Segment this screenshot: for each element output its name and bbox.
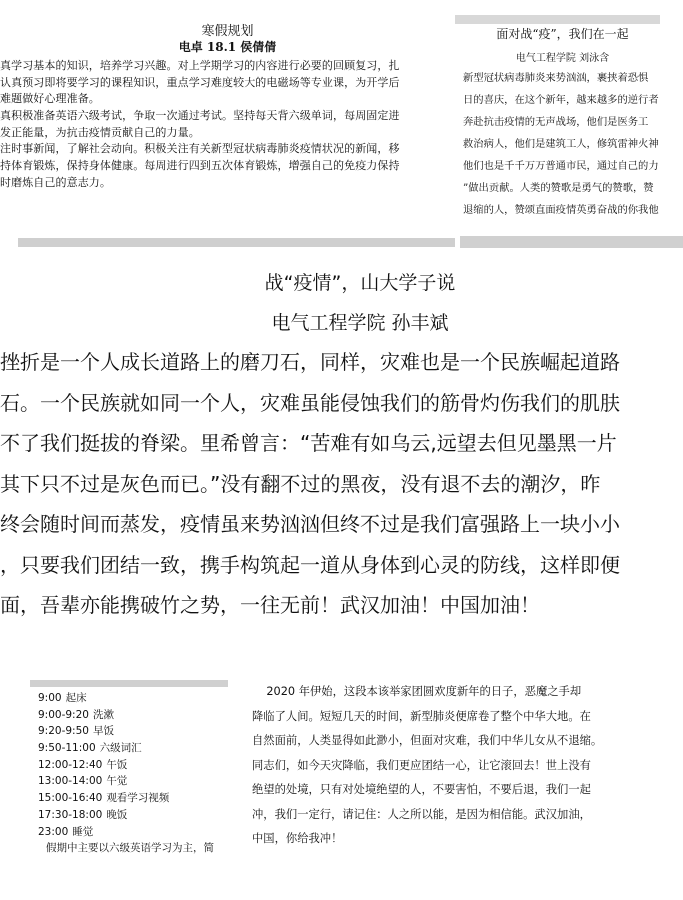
- schedule-row: [38, 690, 169, 707]
- essay-sun-panel: [0, 252, 683, 642]
- schedule-activity: 起床: [65, 692, 87, 704]
- essay-sun-line: 石。一个民族就如同一个人，灾难虽能侵蚀我们的筋骨灼伤我们的肌肤: [0, 390, 620, 415]
- winter-plan-panel: [0, 0, 455, 238]
- schedule-time: 13:00-14:00: [38, 775, 103, 788]
- essay-liu-line: 退缩的人，赞颂直面疫情英勇奋战的你我他: [463, 204, 659, 216]
- essay-sun-author: 电气工程学院 孙丰斌: [271, 312, 449, 334]
- winter-plan-title: 寒假规划: [201, 24, 254, 39]
- schedule-row: [38, 773, 169, 790]
- essay-sun-line: 面，吾辈亦能携破竹之势，一往无前！武汉加油！中国加油！: [0, 593, 540, 617]
- winter-plan-line: 发正能量，为抗击疫情贡献自己的力量。: [0, 125, 200, 139]
- essay-liu-line: 奔赴抗击疫情的无声战场，他们是医务工: [463, 116, 649, 128]
- winter-plan-line: 持体育锻炼，保持身体健康。每周进行四到五次体育锻炼，增强自己的免疫力保持: [0, 159, 400, 173]
- winter-plan-line: 真学习基本的知识，培养学习兴趣。对上学期学习的内容进行必要的回顾复习，扎: [0, 59, 400, 72]
- schedule-activity: 午饭: [106, 758, 128, 771]
- schedule-activity: 六级词汇: [99, 742, 142, 755]
- schedule-row: [38, 807, 169, 824]
- essay-liu-line: 救治病人，他们是建筑工人，修筑雷神火神: [463, 138, 659, 150]
- essay-liu-author: 电气工程学院 刘泳含: [515, 53, 610, 64]
- essay-sun-line: ，只要我们团结一致，携手构筑起一道从身体到心灵的防线，这样即便: [0, 552, 620, 577]
- schedule-activity: 洗漱: [92, 708, 114, 721]
- panel-header-bar: [30, 680, 228, 687]
- winter-plan-body: [0, 58, 455, 192]
- schedule-row: [38, 757, 169, 774]
- winter-plan-line: 难题做好心理准备。: [0, 92, 100, 106]
- essay-liu-line: 新型冠状病毒肺炎来势汹汹，裹挟着恐惧: [463, 72, 649, 84]
- schedule-time: 15:00-16:40: [38, 792, 103, 805]
- schedule-time: 12:00-12:40: [38, 758, 103, 771]
- schedule-row: [38, 707, 169, 724]
- essay-2020-line: 同志们，如今天灾降临，我们更应团结一心，让它滚回去！世上没有: [252, 758, 591, 772]
- schedule-activity: 观看学习视频: [106, 792, 170, 805]
- schedule-activity: 早饭: [92, 725, 114, 738]
- essay-2020-line: 自然面前，人类显得如此渺小，但面对灾难，我们中华儿女从不退缩。: [252, 734, 603, 747]
- essay-2020-line: 中国，你给我冲！: [252, 832, 343, 845]
- winter-plan-line: 注时事新闻，了解社会动向。积极关注有关新型冠状病毒肺炎疫情状况的新闻，移: [0, 142, 400, 156]
- schedule-activity: 晚饭: [106, 808, 128, 821]
- schedule-time: 9:00-9:20: [38, 708, 89, 721]
- essay-liu-line: 日的喜庆，在这个新年，越来越多的逆行者: [463, 94, 659, 106]
- essay-sun-line: 挫折是一个人成长道路上的磨刀石，同样，灾难也是一个民族崛起道路: [0, 350, 620, 374]
- schedule-row: [38, 790, 169, 807]
- essay-2020-line: 降临了人间。短短几天的时间，新型肺炎便席卷了整个中华大地。在: [252, 709, 591, 723]
- essay-liu-title: 面对战“疫”，我们在一起: [496, 27, 629, 41]
- essay-2020-line: 绝望的处境，只有对处境绝望的人，不要害怕，不要后退，我们一起: [252, 783, 591, 796]
- essay-sun-body: [0, 342, 683, 626]
- schedule-time: 23:00: [38, 825, 69, 838]
- essay-2020-line: 冲，我们一定行，请记住：人之所以能，是因为相信能。武汉加油，: [252, 807, 591, 821]
- winter-plan-line: 时磨炼自己的意志力。: [0, 175, 111, 189]
- schedule-time: 9:50-11:00: [38, 742, 96, 755]
- schedule-note: 假期中主要以六级英语学习为主，简: [46, 842, 214, 854]
- schedule-panel: [30, 676, 230, 876]
- winter-plan-line: 认真预习即将要学习的课程知识，重点学习难度较大的电磁场等专业课，为开学后: [0, 75, 400, 89]
- essay-liu-body: [463, 67, 683, 221]
- essay-sun-line: 终会随时间而蒸发，疫情虽来势汹汹但终不过是我们富强路上一块小小: [0, 512, 620, 536]
- essay-2020-panel: [252, 680, 683, 890]
- panel-divider-bar: [460, 236, 683, 248]
- essay-liu-line: 他们也是千千万万普通市民，通过自己的力: [463, 160, 659, 172]
- panel-header-bar: [455, 15, 660, 24]
- panel-divider-bar: [18, 238, 455, 247]
- essay-liu-panel: [455, 15, 683, 248]
- schedule-time: 9:00: [38, 692, 62, 704]
- schedule-row: [38, 723, 169, 740]
- schedule-activity: 睡觉: [72, 825, 94, 838]
- winter-plan-line: 真积极准备英语六级考试，争取一次通过考试。坚持每天背六级单词，每周固定进: [0, 109, 400, 123]
- schedule-time: 9:20-9:50: [38, 725, 89, 738]
- essay-sun-title: 战“疫情”，山大学子说: [264, 272, 456, 294]
- schedule-row: [38, 740, 169, 757]
- schedule-time: 17:30-18:00: [38, 808, 103, 821]
- schedule-list: [38, 690, 169, 840]
- essay-sun-line: 其下只不过是灰色而已。”没有翻不过的黑夜，没有退不去的潮汐，昨: [0, 471, 601, 496]
- schedule-activity: 午觉: [106, 775, 128, 788]
- schedule-row: [38, 824, 169, 841]
- winter-plan-subtitle: 电卓 18.1 侯倩倩: [178, 40, 277, 54]
- essay-2020-line: 2020 年伊始，这段本该举家团圆欢度新年的日子，恶魔之手却: [252, 685, 582, 698]
- essay-2020-body: [252, 680, 683, 852]
- essay-liu-line: ”做出贡献。人类的赞歌是勇气的赞歌，赞: [463, 182, 654, 194]
- essay-sun-line: 不了我们挺拔的脊梁。里希曾言：“苦难有如乌云,远望去但见墨黑一片: [0, 431, 617, 455]
